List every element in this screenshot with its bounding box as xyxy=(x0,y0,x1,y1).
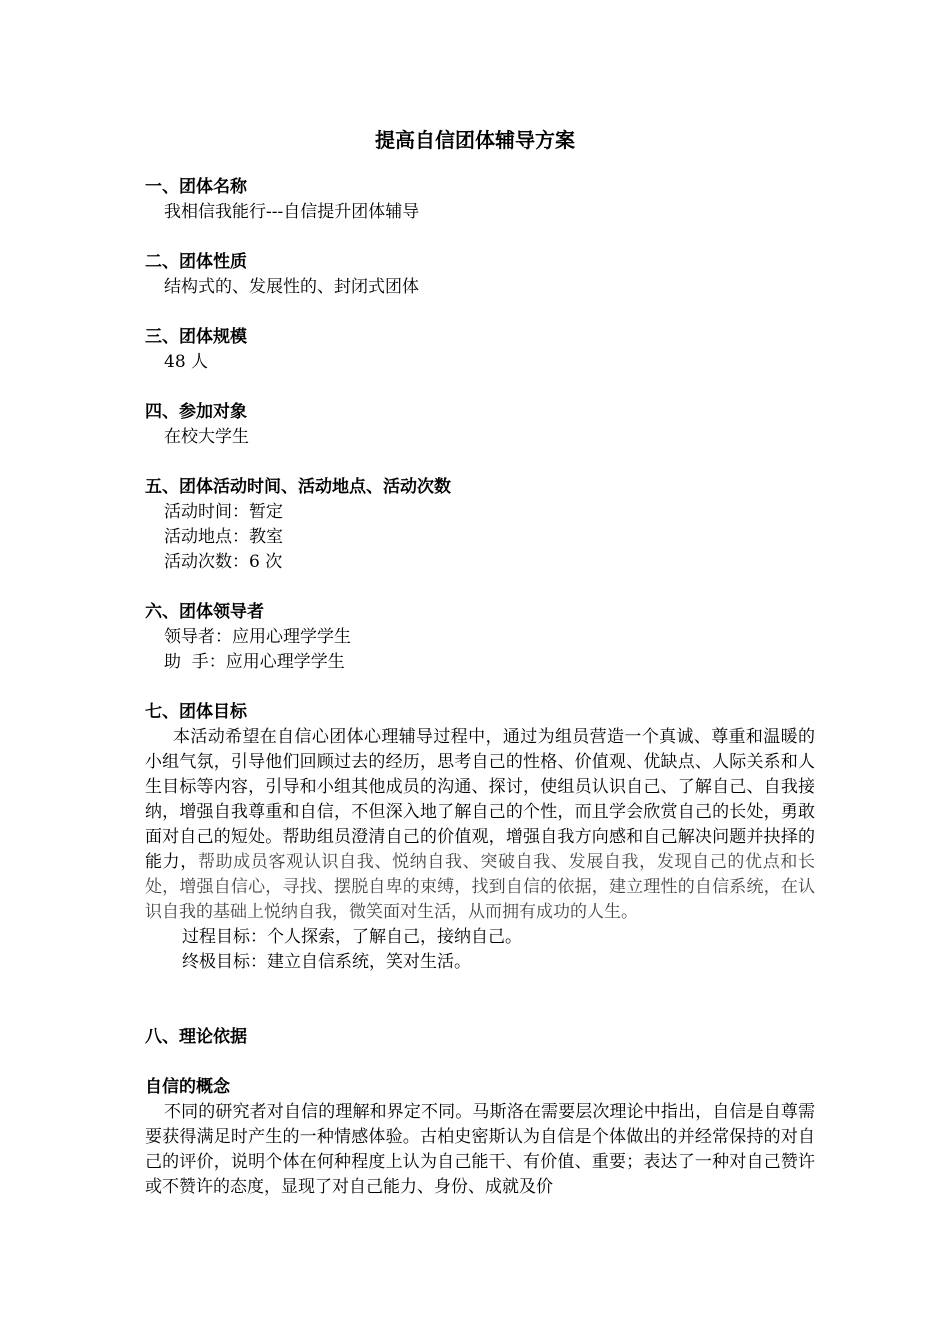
section-6-line-1: 领导者：应用心理学学生 xyxy=(164,627,351,647)
section-4-line-1: 在校大学生 xyxy=(164,427,249,447)
document-body xyxy=(145,175,815,1200)
section-7-paragraph-part-a: 本活动希望在自信心团体心理辅导过程中，通过为组员营造一个真诚、尊重和温暖的小组气氛，引导他们回顾过去的经历，思考自己的性格、价值观、优缺点、人际关系和人生目标等内容，引导和小组其他成员的沟通、探讨，使组员认识自己、了解自己、自我接纳，增强自我尊重和自信，不但深入地了解自己的个性，而且学会欣赏自己的长处，勇敢面对自己的短处。帮助组员澄清自己的价值观，增强自我方向感和自己解决问题并抉择的能力， xyxy=(145,727,815,872)
section-3-heading: 三、团体规模 xyxy=(145,327,247,347)
section-2-heading: 二、团体性质 xyxy=(145,252,247,272)
section-5-line-3: 活动次数：6 次 xyxy=(164,552,283,572)
section-5-heading: 五、团体活动时间、活动地点、活动次数 xyxy=(145,477,451,497)
section-6-line-2: 助 手：应用心理学学生 xyxy=(164,652,345,672)
section-7-paragraph-part-b: 帮助成员客观认识自我、悦纳自我、突破自我、发展自我，发现自己的优点和长处，增强自信心，寻找、摆脱自卑的束缚，找到自信的依据，建立理性的自信系统，在认识自我的基础上悦纳自我，微笑面对生活，从而拥有成功的人生。 xyxy=(145,852,816,922)
section-8-paragraph: 不同的研究者对自信的理解和界定不同。马斯洛在需要层次理论中指出，自信是自尊需要获得满足时产生的一种情感体验。古柏史密斯认为自信是个体做出的并经常保持的对自己的评价，说明个体在何种程度上认为自己能干、有价值、重要；表达了一种对自己赞许或不赞许的态度，显现了对自己能力、身份、成就及价 xyxy=(145,1102,815,1197)
section-8-subheading: 自信的概念 xyxy=(145,1077,230,1097)
section-7-heading: 七、团体目标 xyxy=(145,702,247,722)
section-2-line-1: 结构式的、发展性的、封闭式团体 xyxy=(164,277,419,297)
process-goal: 过程目标：个人探索，了解自己，接纳自己。 xyxy=(182,927,522,947)
document-title: 提高自信团体辅导方案 xyxy=(375,128,575,152)
ultimate-goal: 终极目标：建立自信系统，笑对生活。 xyxy=(182,952,471,972)
section-4-heading: 四、参加对象 xyxy=(145,402,247,422)
section-7-paragraph xyxy=(145,725,815,925)
section-8-heading: 八、理论依据 xyxy=(145,1027,247,1047)
section-1-heading: 一、团体名称 xyxy=(145,177,247,197)
section-5-line-2: 活动地点：教室 xyxy=(164,527,283,547)
section-6-heading: 六、团体领导者 xyxy=(145,602,264,622)
section-3-line-1: 48 人 xyxy=(164,352,209,372)
section-5-line-1: 活动时间：暂定 xyxy=(164,502,283,522)
section-1-line-1: 我相信我能行---自信提升团体辅导 xyxy=(164,202,420,222)
